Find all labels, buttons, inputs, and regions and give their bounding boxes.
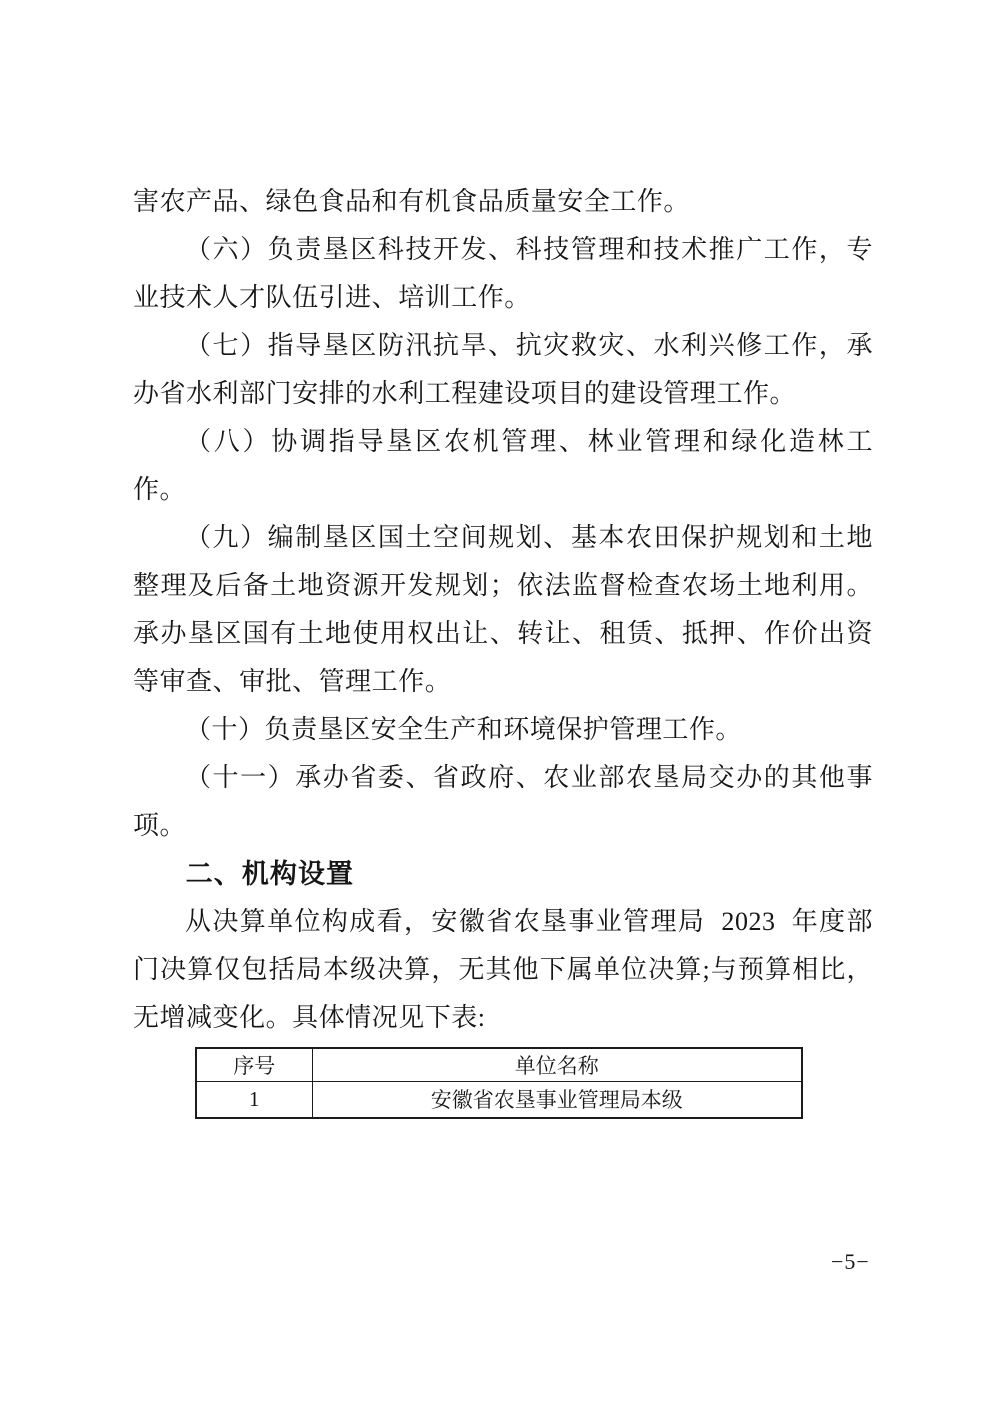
table-row: [196, 1081, 802, 1118]
duty-item-7: （七）指导垦区防汛抗旱、抗灾救灾、水利兴修工作，承办省水利部门安排的水利工程建设项目的建设管理工作。: [133, 331, 873, 408]
duty-item-6: （六）负责垦区科技开发、科技管理和技术推广工作，专业技术人才队伍引进、培训工作。: [133, 235, 873, 312]
section-heading-organization: 二、机构设置: [185, 859, 355, 889]
paragraph-organization-overview: 从决算单位构成看，安徽省农垦事业管理局 2023 年度部门决算仅包括局本级决算，无其他下属单位决算;与预算相比，无增减变化。具体情况见下表:: [133, 907, 873, 1032]
table-header-index: 序号: [196, 1048, 312, 1081]
duty-item-9: （九）编制垦区国土空间规划、基本农田保护规划和土地整理及后备土地资源开发规划；依法监督检查农场土地利用。承办垦区国有土地使用权出让、转让、租赁、抵押、作价出资等审查、审批、管理工作。: [133, 523, 873, 696]
duty-item-11: （十一）承办省委、省政府、农业部农垦局交办的其他事项。: [133, 763, 873, 840]
table-cell-index: 1: [196, 1081, 312, 1118]
paragraph-continuation: 害农产品、绿色食品和有机食品质量安全工作。: [133, 187, 690, 216]
table-cell-unit-name: 安徽省农垦事业管理局本级: [312, 1081, 802, 1118]
duty-item-10: （十）负责垦区安全生产和环境保护管理工作。: [185, 715, 742, 744]
unit-table-header-row: [196, 1048, 802, 1081]
document-content: [133, 178, 873, 1119]
unit-table: [195, 1047, 803, 1119]
page-number: −5−: [831, 1249, 870, 1274]
unit-table-wrapper: [195, 1047, 873, 1119]
duty-item-8: （八）协调指导垦区农机管理、林业管理和绿化造林工作。: [133, 427, 873, 504]
table-header-unit-name: 单位名称: [312, 1048, 802, 1081]
